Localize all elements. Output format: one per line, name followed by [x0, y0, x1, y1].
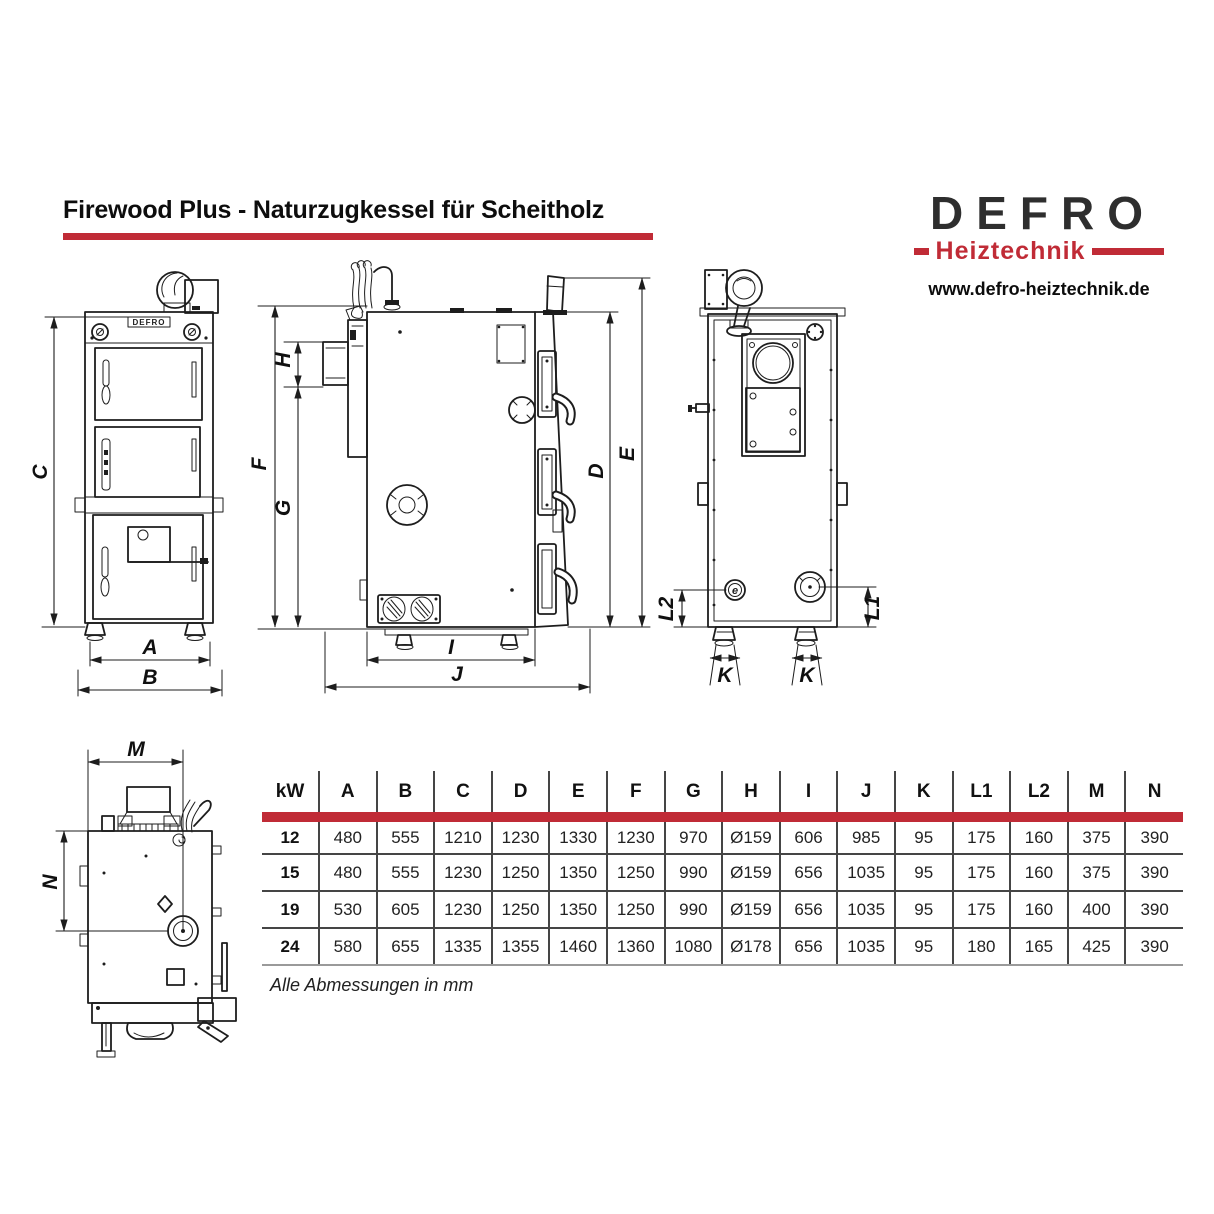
dim-cell: 175 — [953, 854, 1011, 891]
col-header-m: M — [1068, 771, 1126, 817]
col-header-b: B — [377, 771, 435, 817]
dim-cell: 1230 — [607, 817, 665, 854]
dim-e — [564, 278, 650, 627]
dim-cell: 1360 — [607, 928, 665, 965]
dim-b — [78, 666, 222, 696]
col-header-d: D — [492, 771, 550, 817]
brand-dash-right — [1092, 248, 1164, 255]
dim-cell: 390 — [1125, 854, 1183, 891]
dim-cell: 555 — [377, 854, 435, 891]
dim-h — [272, 342, 323, 387]
brand-dash-left — [914, 248, 929, 255]
col-header-kw: kW — [262, 771, 319, 817]
dim-cell: 95 — [895, 854, 953, 891]
title-underline — [63, 233, 653, 240]
dim-cell: Ø178 — [722, 928, 780, 965]
dim-cell: 1250 — [607, 854, 665, 891]
dim-cell: 1250 — [607, 891, 665, 928]
dim-cell: 1250 — [492, 854, 550, 891]
table-row-19kw — [262, 891, 1183, 928]
side-door-latches — [538, 351, 573, 614]
top-body — [80, 787, 236, 1057]
col-header-l1: L1 — [953, 771, 1011, 817]
front-doors — [75, 348, 223, 619]
dim-cell: 165 — [1010, 928, 1068, 965]
dim-cell: 375 — [1068, 854, 1126, 891]
brand-subtitle: Heiztechnik — [935, 237, 1086, 265]
dim-cell: 95 — [895, 817, 953, 854]
dim-cell: 1035 — [837, 928, 895, 965]
side-flue-pipes — [351, 261, 400, 319]
dim-cell: 1250 — [492, 891, 550, 928]
dim-cell: 180 — [953, 928, 1011, 965]
kw-cell: 12 — [280, 827, 300, 847]
col-header-f: F — [607, 771, 665, 817]
col-header-h: H — [722, 771, 780, 817]
dim-cell: 1035 — [837, 854, 895, 891]
dim-label-k-right: K — [799, 664, 815, 687]
col-header-j: J — [837, 771, 895, 817]
dim-cell: 1355 — [492, 928, 550, 965]
brand-website: www.defro-heiztechnik.de — [928, 279, 1150, 299]
dim-cell: Ø159 — [722, 817, 780, 854]
dim-cell: 1335 — [434, 928, 492, 965]
dim-cell: 1460 — [549, 928, 607, 965]
dim-cell: 160 — [1010, 891, 1068, 928]
dim-g — [272, 387, 298, 627]
dim-cell: 990 — [665, 891, 723, 928]
dim-cell: 580 — [319, 928, 377, 965]
dim-label-g: G — [272, 499, 295, 517]
dim-f — [248, 306, 385, 629]
dim-cell: 970 — [665, 817, 723, 854]
col-header-c: C — [434, 771, 492, 817]
col-header-a: A — [319, 771, 377, 817]
dim-cell: 606 — [780, 817, 838, 854]
col-header-n: N — [1125, 771, 1183, 817]
side-chimney — [543, 276, 567, 315]
front-body — [85, 312, 213, 623]
col-header-i: I — [780, 771, 838, 817]
dim-label-l1: L1 — [861, 595, 884, 621]
dim-cell: 175 — [953, 817, 1011, 854]
dim-cell: 656 — [780, 891, 838, 928]
dim-label-f: F — [248, 457, 271, 471]
brand-subtitle-row — [893, 237, 1185, 266]
top-view-drawing — [39, 736, 261, 1081]
dim-cell: 1035 — [837, 891, 895, 928]
dim-label-c: C — [29, 464, 52, 480]
units-note: Alle Abmessungen in mm — [270, 975, 474, 995]
dim-cell: 1210 — [434, 817, 492, 854]
side-body — [323, 306, 568, 650]
kw-cell: 19 — [262, 891, 319, 928]
dim-cell: 425 — [1068, 928, 1126, 965]
dim-cell: 95 — [895, 928, 953, 965]
dim-cell: 655 — [377, 928, 435, 965]
dim-cell: 480 — [319, 817, 377, 854]
side-view-drawing — [250, 256, 660, 718]
table-row-12kw — [262, 817, 1183, 854]
dim-label-k-left: K — [717, 664, 733, 687]
dim-cell: 1080 — [665, 928, 723, 965]
dim-cell: 175 — [953, 891, 1011, 928]
dim-m — [88, 738, 183, 931]
col-header-l2: L2 — [1010, 771, 1068, 817]
dim-label-n: N — [39, 874, 62, 890]
back-port-marker: e — [731, 585, 739, 597]
dim-cell: 555 — [377, 817, 435, 854]
col-header-e: E — [549, 771, 607, 817]
brand-name: DEFRO — [930, 187, 1156, 239]
dim-n — [39, 831, 168, 931]
dim-cell: 990 — [665, 854, 723, 891]
dim-cell: 985 — [837, 817, 895, 854]
dim-label-i: I — [448, 636, 454, 659]
dim-label-b: B — [142, 666, 158, 689]
col-header-g: G — [665, 771, 723, 817]
dim-cell: 160 — [1010, 854, 1068, 891]
dim-cell: 400 — [1068, 891, 1126, 928]
dim-label-l2: L2 — [655, 596, 678, 622]
col-header-k: K — [895, 771, 953, 817]
table-header-row — [262, 771, 1183, 817]
dim-label-d: D — [585, 463, 608, 479]
dim-cell: 1350 — [549, 891, 607, 928]
back-body — [688, 308, 847, 646]
dim-k-left — [710, 645, 740, 687]
dim-label-j: J — [451, 663, 463, 686]
kw-cell: 24 — [262, 928, 319, 965]
dim-label-e: E — [616, 446, 639, 462]
dim-cell: 95 — [895, 891, 953, 928]
dim-cell: 390 — [1125, 891, 1183, 928]
dim-cell: 390 — [1125, 817, 1183, 854]
dim-cell: 656 — [780, 928, 838, 965]
dim-cell: 390 — [1125, 928, 1183, 965]
dim-c — [29, 317, 136, 627]
dim-cell: 160 — [1010, 817, 1068, 854]
front-chimney — [157, 272, 218, 313]
dim-cell: Ø159 — [722, 891, 780, 928]
table-row-24kw — [262, 928, 1183, 965]
front-view-drawing — [29, 254, 240, 719]
dim-label-a: A — [142, 636, 158, 659]
dim-cell: 1230 — [434, 891, 492, 928]
dim-cell: 480 — [319, 854, 377, 891]
dim-cell: 605 — [377, 891, 435, 928]
back-view-drawing — [646, 250, 904, 718]
dim-cell: Ø159 — [722, 854, 780, 891]
dim-label-m: M — [127, 738, 145, 761]
dim-cell: 530 — [319, 891, 377, 928]
dimension-table — [262, 771, 1183, 966]
table-row-15kw — [262, 854, 1183, 891]
dim-cell: 1230 — [434, 854, 492, 891]
dim-cell: 1350 — [549, 854, 607, 891]
brand-logo — [893, 187, 1185, 300]
dim-k-right — [792, 645, 822, 687]
dim-j — [325, 629, 590, 693]
kw-cell: 15 — [262, 854, 319, 891]
front-nameplate: DEFRO — [132, 318, 166, 327]
dim-label-h: H — [272, 352, 295, 368]
dim-cell: 375 — [1068, 817, 1126, 854]
dim-cell: 1330 — [549, 817, 607, 854]
dim-cell: 1230 — [492, 817, 550, 854]
page-title: Firewood Plus - Naturzugkessel für Scheitholz — [63, 196, 605, 224]
dim-cell: 656 — [780, 854, 838, 891]
